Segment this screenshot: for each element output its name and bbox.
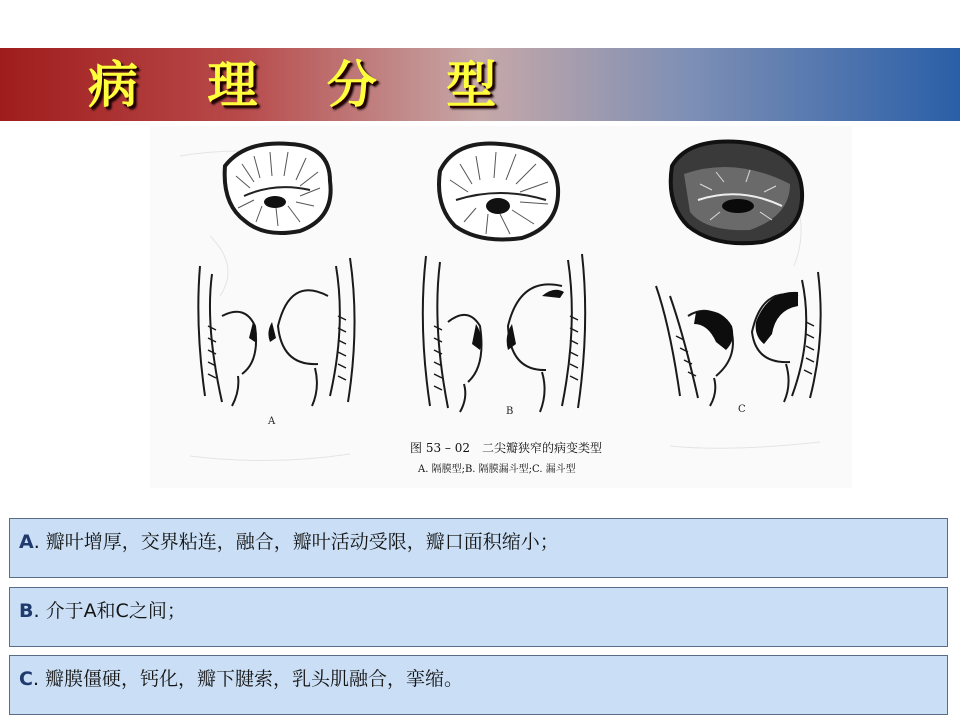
panel-a-label: A [268,416,276,427]
panel-a-leaflet-thickening [249,322,276,342]
description-b-letter: B [19,600,34,622]
figure-caption: 图 53 – 02 二尖瓣狭窄的病变类型 [410,441,602,455]
description-box-c [9,655,948,715]
panel-a-valve-top [225,143,331,233]
figure-illustration [150,126,852,488]
description-a-text: . 瓣叶增厚，交界粘连，融合，瓣叶活动受限，瓣口面积缩小； [33,531,559,553]
panel-a-valve-section [198,258,354,406]
mitral-stenosis-figure [150,126,852,488]
description-b-text: . 介于A和C之间； [33,600,186,622]
description-box-a [9,518,948,578]
panel-c-leaflet-thickening [694,292,798,350]
panel-b-valve-top [439,144,558,240]
description-a-letter: A [19,531,34,553]
slide-title: 病 理 分 型 [88,55,523,114]
description-box-b [9,587,948,647]
figure-caption-legend: A. 隔膜型;B. 隔膜漏斗型;C. 漏斗型 [418,464,576,475]
panel-b-label: B [506,406,514,417]
description-c-letter: C [19,668,33,690]
panel-b-leaflet-thickening [472,290,564,350]
panel-c-valve-top [671,142,802,244]
panel-c-label: C [738,404,746,415]
panel-b-valve-section [423,254,585,412]
description-c-text: . 瓣膜僵硬，钙化，瓣下腱索，乳头肌融合，挛缩。 [32,668,464,690]
